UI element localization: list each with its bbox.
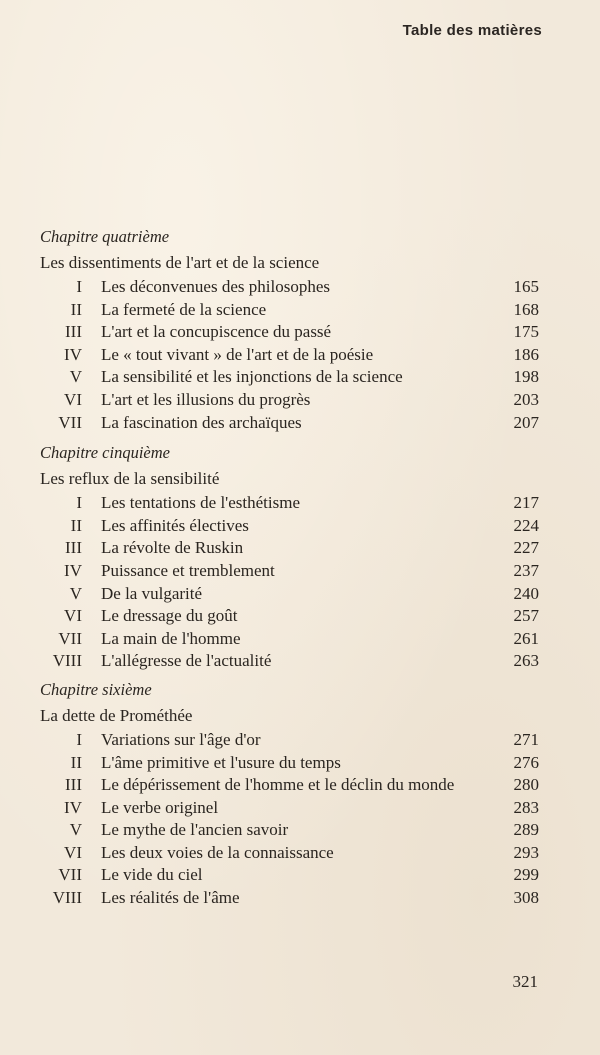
chapter-title: Les reflux de la sensibilité — [40, 469, 220, 489]
entry-numeral: III — [65, 322, 82, 342]
entry-list — [0, 729, 600, 910]
entry-page-number: 224 — [513, 515, 539, 535]
toc-entry — [0, 650, 600, 673]
entry-title: La révolte de Ruskin — [101, 538, 244, 558]
entry-title: Le mythe de l'ancien savoir — [101, 820, 289, 840]
entry-title: De la vulgarité — [101, 583, 203, 603]
entry-numeral: VII — [58, 628, 82, 648]
toc-entry — [0, 492, 600, 515]
entry-title: Le « tout vivant » de l'art et de la poésie — [101, 344, 374, 364]
toc-entry — [0, 299, 600, 322]
toc-entry — [0, 628, 600, 651]
toc-entry — [0, 774, 600, 797]
entry-title: La sensibilité et les injonctions de la science — [101, 367, 403, 387]
entry-page-number: 299 — [513, 865, 539, 885]
entry-numeral: V — [69, 820, 82, 840]
entry-numeral: V — [69, 367, 82, 387]
entry-page-number: 280 — [513, 775, 539, 795]
chapter-6 — [0, 677, 600, 910]
toc-entry — [0, 515, 600, 538]
entry-title: Les deux voies de la connaissance — [101, 842, 334, 862]
toc-entry — [0, 321, 600, 344]
chapter-5 — [0, 440, 600, 673]
entry-page-number: 186 — [513, 344, 539, 364]
entry-title: L'allégresse de l'actualité — [101, 651, 272, 671]
toc-entry — [0, 389, 600, 412]
entry-page-number: 289 — [513, 820, 539, 840]
entry-numeral: II — [70, 515, 82, 535]
toc-entry — [0, 729, 600, 752]
entry-page-number: 276 — [513, 752, 539, 772]
toc-entry — [0, 797, 600, 820]
entry-page-number: 240 — [513, 583, 539, 603]
entry-title: La main de l'homme — [101, 628, 241, 648]
entry-title: Le dressage du goût — [101, 606, 238, 626]
entry-title: L'art et les illusions du progrès — [101, 389, 311, 409]
toc-entry — [0, 887, 600, 910]
toc-entry — [0, 344, 600, 367]
table-of-contents — [0, 224, 600, 910]
chapter-label: Chapitre quatrième — [40, 227, 170, 246]
entry-numeral: VII — [58, 865, 82, 885]
entry-numeral: VIII — [52, 651, 82, 671]
entry-numeral: I — [76, 729, 82, 749]
chapter-title: Les dissentiments de l'art et de la science — [40, 253, 320, 272]
entry-title: Le vide du ciel — [101, 865, 203, 885]
entry-page-number: 198 — [513, 367, 539, 387]
entry-page-number: 261 — [513, 628, 539, 648]
entry-numeral: VII — [58, 412, 82, 432]
entry-page-number: 227 — [513, 538, 539, 558]
entry-numeral: III — [65, 775, 82, 795]
entry-title: L'âme primitive et l'usure du temps — [101, 752, 341, 772]
chapter-4 — [0, 224, 600, 434]
entry-numeral: VIII — [52, 888, 82, 908]
entry-page-number: 217 — [513, 493, 539, 513]
entry-numeral: IV — [64, 344, 82, 364]
entry-numeral: VI — [64, 389, 82, 409]
toc-entry — [0, 583, 600, 606]
entry-title: L'art et la concupiscence du passé — [101, 322, 332, 342]
entry-title: Variations sur l'âge d'or — [101, 729, 261, 749]
entry-page-number: 308 — [513, 888, 539, 908]
entry-numeral: VI — [64, 606, 82, 626]
entry-title: Les réalités de l'âme — [101, 888, 240, 908]
entry-numeral: I — [76, 493, 82, 513]
entry-title: Le verbe originel — [101, 797, 219, 817]
entry-page-number: 165 — [513, 277, 539, 296]
chapter-label: Chapitre cinquième — [40, 443, 170, 463]
entry-title: Les tentations de l'esthétisme — [101, 493, 300, 513]
entry-title: Le dépérissement de l'homme et le déclin du monde — [101, 775, 455, 795]
entry-page-number: 237 — [513, 560, 539, 580]
toc-entry — [0, 366, 600, 389]
toc-entry — [0, 560, 600, 583]
entry-title: Puissance et tremblement — [101, 560, 275, 580]
toc-entry — [0, 412, 600, 435]
toc-entry — [0, 842, 600, 865]
entry-page-number: 257 — [513, 606, 539, 626]
entry-list — [0, 492, 600, 673]
chapter-title: La dette de Prométhée — [40, 705, 193, 725]
toc-entry — [0, 819, 600, 842]
entry-title: La fascination des archaïques — [101, 412, 302, 432]
toc-entry — [0, 605, 600, 628]
entry-page-number: 168 — [513, 299, 539, 319]
entry-page-number: 203 — [513, 389, 539, 409]
chapter-label: Chapitre sixième — [40, 679, 152, 699]
toc-entry — [0, 537, 600, 560]
toc-entry — [0, 276, 600, 299]
toc-entry — [0, 752, 600, 775]
running-head: Table des matières — [402, 22, 542, 39]
entry-page-number: 283 — [513, 797, 539, 817]
entry-numeral: IV — [64, 797, 82, 817]
entry-list — [0, 276, 600, 434]
toc-entry — [0, 864, 600, 887]
entry-title: La fermeté de la science — [101, 299, 267, 319]
entry-numeral: I — [76, 277, 82, 296]
entry-numeral: VI — [64, 842, 82, 862]
entry-page-number: 175 — [513, 322, 539, 342]
entry-numeral: IV — [64, 560, 82, 580]
entry-title: Les affinités électives — [101, 515, 249, 535]
page-folio: 321 — [512, 972, 538, 991]
entry-numeral: III — [65, 538, 82, 558]
entry-title: Les déconvenues des philosophes — [101, 277, 330, 296]
entry-page-number: 207 — [513, 412, 539, 432]
entry-page-number: 293 — [513, 842, 539, 862]
entry-numeral: II — [70, 299, 82, 319]
entry-page-number: 271 — [513, 729, 539, 749]
entry-page-number: 263 — [513, 651, 539, 671]
entry-numeral: II — [70, 752, 82, 772]
entry-numeral: V — [69, 583, 82, 603]
